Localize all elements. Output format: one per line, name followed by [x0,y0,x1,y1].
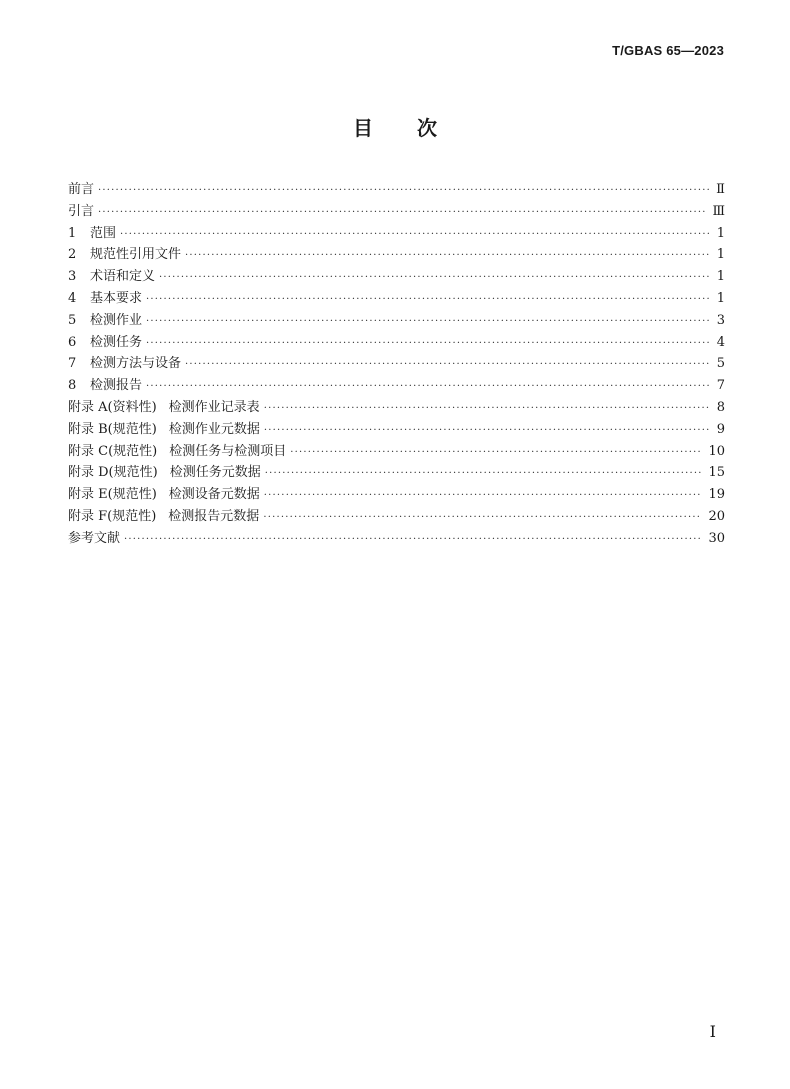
toc-entry-appendix-a[interactable] [68,397,725,419]
toc-page-number: 4 [716,334,725,350]
toc-entry-inspection-report[interactable] [68,375,725,397]
toc-leader-dots [146,376,711,398]
toc-leader-dots [146,289,711,311]
toc-page-number: 15 [708,465,725,481]
toc-entry-appendix-e[interactable] [68,484,725,506]
toc-entry-number: 5 [68,312,77,328]
toc-entry-label: 检测任务 [90,334,143,350]
toc-entry-inspection-task[interactable] [68,332,725,354]
toc-page-number: 3 [716,312,725,328]
toc-entry-number: 2 [68,247,77,263]
toc-leader-dots [265,463,703,485]
toc-entry-scope[interactable] [68,223,725,245]
toc-leader-dots [263,507,702,529]
toc-page-number: Ⅲ [712,203,725,219]
toc-appendix-label: 附录 A(资料性) [68,399,157,415]
toc-entry-inspection-operation[interactable] [68,310,725,332]
toc-entry-label: 参考文献 [68,530,121,546]
toc-entry-label: 术语和定义 [90,269,156,285]
toc-leader-dots [264,485,703,507]
toc-entry-number: 7 [68,356,77,372]
toc-page-number: 7 [716,378,725,394]
toc-appendix-label: 附录 B(规范性) [68,421,157,437]
toc-leader-dots [124,529,702,551]
toc-leader-dots [146,333,711,355]
toc-entry-number: 4 [68,290,77,306]
toc-appendix-title: 检测任务元数据 [169,465,261,481]
toc-appendix-title: 检测作业元数据 [168,421,260,437]
toc-entry-appendix-f[interactable] [68,506,725,528]
toc-entry-methods-equipment[interactable] [68,353,725,375]
toc-page-number: 5 [716,356,725,372]
table-of-contents [68,179,725,550]
toc-appendix-title: 检测报告元数据 [168,508,260,524]
toc-entry-label: 检测报告 [90,378,143,394]
toc-entry-bibliography[interactable] [68,528,725,550]
toc-entry-appendix-c[interactable] [68,441,725,463]
toc-entry-label: 规范性引用文件 [90,247,182,263]
toc-page-number: 19 [708,487,725,503]
toc-leader-dots [185,245,711,267]
toc-leader-dots [264,398,711,420]
toc-entry-appendix-b[interactable] [68,419,725,441]
toc-leader-dots [264,420,711,442]
toc-appendix-label: 附录 D(规范性) [68,465,158,481]
page-number: I [709,1022,716,1041]
toc-page-number: 30 [708,530,725,546]
toc-appendix-label: 附录 E(规范性) [68,487,157,503]
toc-page-number: 1 [716,269,725,285]
toc-appendix-title: 检测作业记录表 [168,399,260,415]
toc-page-number: 20 [708,508,725,524]
toc-appendix-title: 检测设备元数据 [168,487,260,503]
toc-appendix-title: 检测任务与检测项目 [169,443,287,459]
toc-entry-label: 范围 [90,225,117,241]
toc-leader-dots [98,180,710,202]
toc-page-number: 1 [716,290,725,306]
toc-entry-number: 3 [68,269,77,285]
toc-page-number: Ⅱ [716,182,725,197]
toc-page-number: 10 [708,443,725,459]
toc-entry-introduction[interactable] [68,201,725,223]
toc-entry-label: 检测作业 [90,312,143,328]
toc-appendix-label: 附录 C(规范性) [68,443,158,459]
standard-code: T/GBAS 65—2023 [612,43,724,58]
toc-leader-dots [290,442,702,464]
toc-entry-basic-requirements[interactable] [68,288,725,310]
toc-entry-label: 检测方法与设备 [90,356,182,372]
toc-entry-number: 8 [68,378,77,394]
toc-page-number: 8 [716,399,725,415]
toc-leader-dots [185,354,711,376]
toc-leader-dots [98,202,706,224]
toc-page-number: 9 [716,421,725,437]
page-title: 目次 [353,116,481,140]
toc-page-number: 1 [716,247,725,263]
toc-leader-dots [159,267,711,289]
toc-entry-label: 引言 [68,203,95,219]
toc-leader-dots [120,224,711,246]
toc-entry-normative-references[interactable] [68,244,725,266]
toc-entry-label: 基本要求 [90,290,143,306]
toc-entry-number: 6 [68,334,77,350]
toc-entry-label: 前言 [68,182,95,197]
toc-entry-terms[interactable] [68,266,725,288]
toc-page-number: 1 [716,225,725,241]
toc-appendix-label: 附录 F(规范性) [68,508,157,524]
toc-leader-dots [146,311,711,333]
toc-entry-number: 1 [68,225,77,241]
toc-entry-appendix-d[interactable] [68,462,725,484]
toc-entry-foreword[interactable] [68,179,725,201]
